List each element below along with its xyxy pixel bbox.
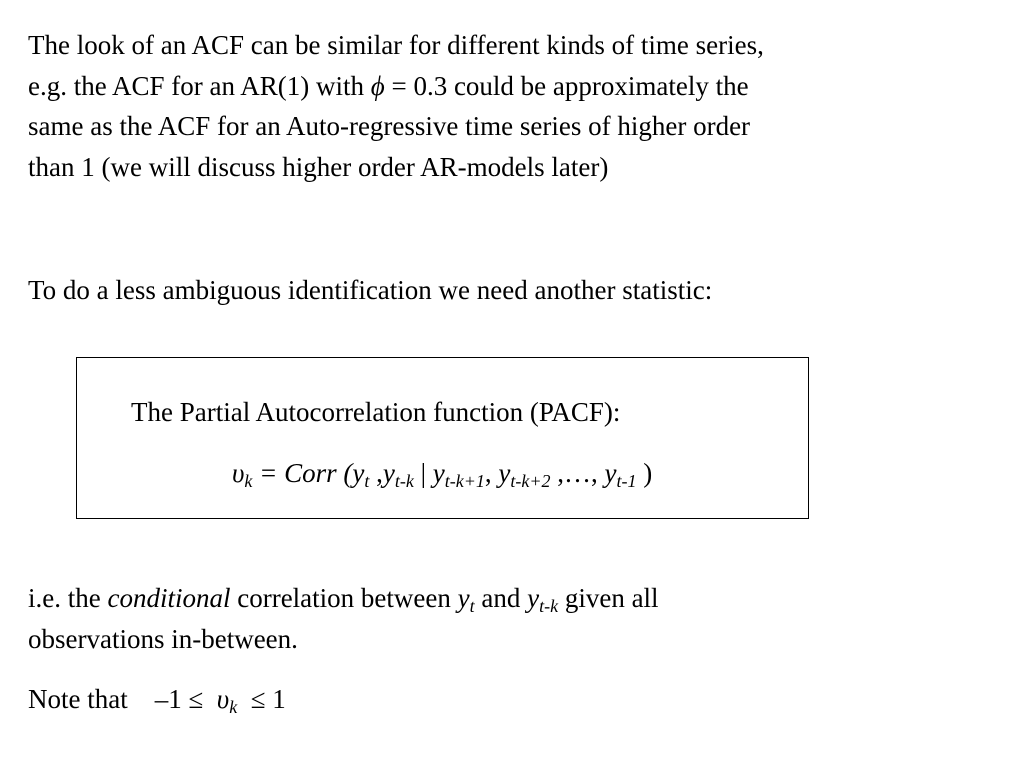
conditional-end: given all xyxy=(558,583,659,613)
conditional-paragraph xyxy=(28,578,659,659)
intro-line-2 xyxy=(28,66,764,107)
formula-comma: , xyxy=(369,458,383,488)
intro-line-1: The look of an ACF can be similar for different kinds of time series, xyxy=(28,30,764,60)
conditional-mid: correlation between xyxy=(230,583,458,613)
formula-close: ) xyxy=(636,458,653,488)
pacf-title: The Partial Autocorrelation function (PACF): xyxy=(131,397,621,427)
statistic-paragraph: To do a less ambiguous identification we need another statistic: xyxy=(28,275,713,305)
conditional-and: and xyxy=(474,583,528,613)
formula-comma: , xyxy=(484,458,499,488)
formula-corr: = Corr ( xyxy=(252,458,353,488)
subscript-t-k-plus-2: t-k+2 xyxy=(510,471,551,491)
formula-ellipsis: ,…, xyxy=(550,458,605,488)
upsilon-symbol: υ xyxy=(232,458,245,488)
intro-line-2-start: e.g. the ACF for an AR(1) with xyxy=(28,70,371,101)
conditional-line-1 xyxy=(28,578,659,619)
intro-line-3: same as the ACF for an Auto-regressive time series of higher order xyxy=(28,111,751,141)
subscript-t-1: t-1 xyxy=(616,471,637,491)
conditional-line-2: observations in-between. xyxy=(28,623,298,654)
subscript-t-k: t-k xyxy=(539,596,559,616)
intro-line-4: than 1 (we will discuss higher order AR-models later) xyxy=(28,151,609,182)
formula-y: y xyxy=(432,458,445,488)
upsilon-symbol: υ xyxy=(216,684,230,714)
subscript-t: t xyxy=(469,596,475,616)
subscript-k: k xyxy=(229,697,238,717)
note-end: ≤ 1 xyxy=(237,684,286,714)
formula-y: y xyxy=(498,458,511,488)
conditional-word: conditional xyxy=(107,583,231,613)
subscript-t-k: t-k xyxy=(394,471,414,491)
y-symbol: y xyxy=(457,583,470,613)
intro-line-2-end: = 0.3 could be approximately the xyxy=(384,70,749,101)
intro-paragraph xyxy=(28,25,764,187)
conditional-start: i.e. the xyxy=(28,583,108,613)
y-symbol: y xyxy=(527,583,540,613)
note-paragraph xyxy=(28,679,286,720)
formula-bar: | xyxy=(413,458,433,488)
pacf-definition-box xyxy=(76,357,809,519)
note-text: Note that –1 ≤ xyxy=(28,684,217,714)
subscript-k: k xyxy=(244,471,253,491)
formula-y: y xyxy=(382,458,395,488)
formula-y: y xyxy=(352,458,365,488)
subscript-t-k-plus-1: t-k+1 xyxy=(444,471,485,491)
phi-symbol: ϕ xyxy=(370,70,385,101)
pacf-formula xyxy=(232,455,652,491)
subscript-t: t xyxy=(364,471,370,491)
formula-y: y xyxy=(604,458,617,488)
